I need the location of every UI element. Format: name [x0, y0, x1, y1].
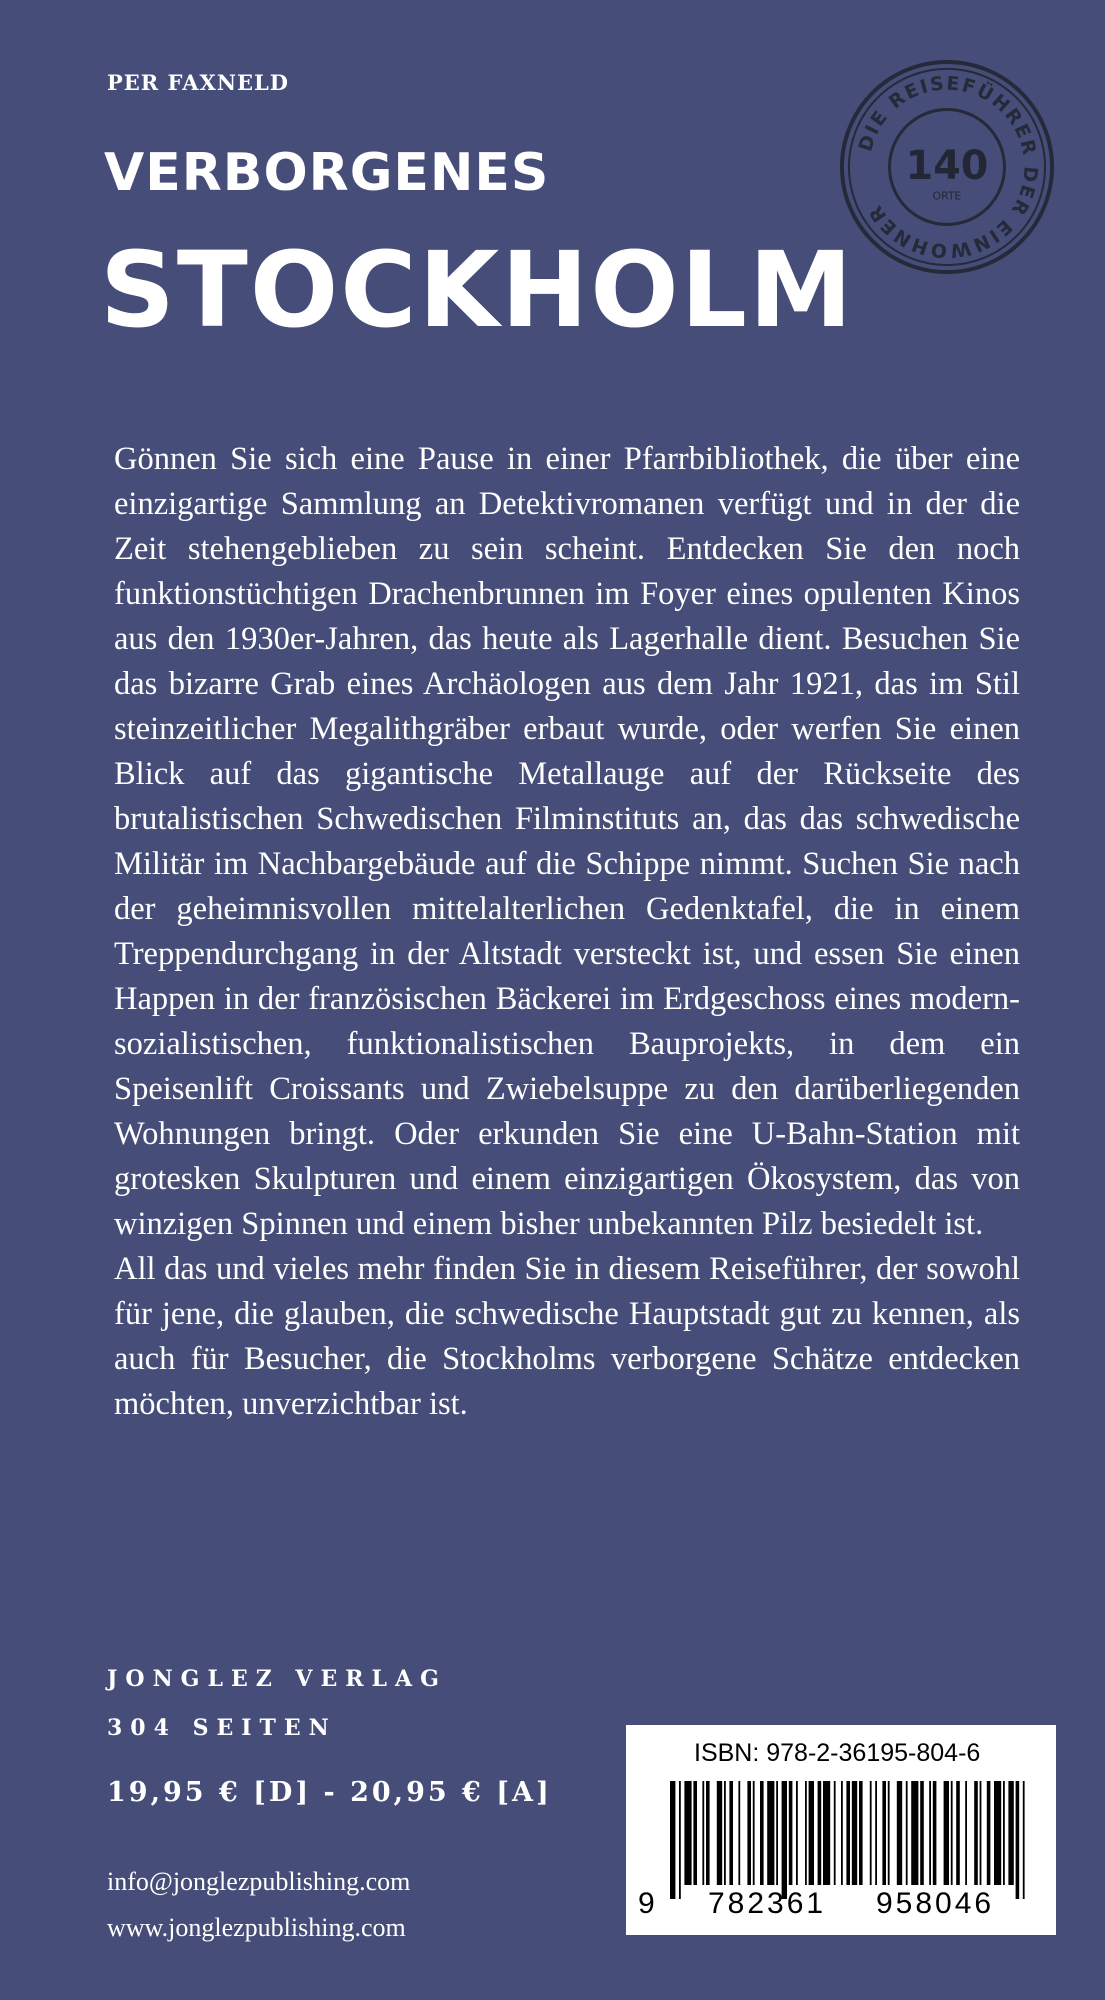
email-address: info@jonglezpublishing.com [107, 1867, 411, 1896]
stamp-number: 140 [905, 142, 989, 189]
barcode-bar [753, 1781, 755, 1885]
barcode-bar [980, 1781, 982, 1885]
stamp-ring-text: DIE REISEFÜHRER DER EINWOHNER [855, 73, 1041, 261]
barcode-bar [841, 1781, 843, 1885]
barcode-bar [717, 1781, 722, 1885]
barcode-bar [882, 1781, 886, 1885]
barcode-bar [706, 1781, 710, 1885]
barcode-bar [951, 1781, 953, 1885]
barcode-bar [1008, 1781, 1013, 1885]
barcode-bar [846, 1781, 850, 1885]
barcode-bar [859, 1781, 863, 1885]
barcode-bar [738, 1781, 740, 1885]
barcode-bar [1023, 1781, 1025, 1899]
description-paragraph: Gönnen Sie sich eine Pause in einer Pfarrbibliothek, die über eine einzigartige Sammlung an Detektivromanen verfügt und in der die Zeit stehengeblieben zu sein scheint. Entdecken Sie den noch funktionstüchtigen Drachenbrunnen im Foyer eines opulenten Kinos aus den 1930er-Jahren, das heute als Lagerhalle dient. Besuchen Sie das bizarre Grab eines Archäologen aus dem Jahr 1921, das im Stil steinzeitlicher Megalithgräber erbaut wurde, oder werfen Sie einen Blick auf das gigantische Metallauge auf der Rückseite des brutalistischen Schwedischen Filminstituts an, das das schwedische Militär im Nachbargebäude auf die Schippe nimmt. Suchen Sie nach der geheimnisvollen mittelalterlichen Gedenktafel, die in einem Treppendurchgang in der Altstadt versteckt ist, und essen Sie einen Happen in der französischen Bäckerei im Erdgeschoss eines modern-sozialistischen, funktionalistischen Bauprojekts, in dem ein Speisenlift Croissants und Zwiebelsuppe zu den darüberliegenden Wohnungen bringt. Oder erkunden Sie eine U-Bahn-Station mit grotesken Skulpturen und einem einzigartigen Ökosystem, das von winzigen Spinnen und einem bisher unbekannten Pilz besiedelt ist. [114, 441, 1020, 1242]
stamp-seal-icon [838, 58, 1056, 276]
barcode-bar [789, 1781, 793, 1885]
barcode-digits-left: 782361 [708, 1887, 827, 1920]
description-paragraph: All das und vieles mehr finden Sie in diesem Reiseführer, der sowohl für jene, die glauben, die schwedische Hauptstadt gut zu kennen, als auch für Besucher, die Stockholms verborgene Schätze entdecken möchten, unverzichtbar ist. [114, 1251, 1020, 1422]
barcode-bar [805, 1781, 807, 1885]
publisher-name: JONGLEZ VERLAG [107, 1666, 447, 1692]
barcode-bar [776, 1781, 778, 1885]
barcode-bar [929, 1781, 931, 1885]
barcode-bar [796, 1781, 798, 1885]
barcode-bar [920, 1781, 924, 1885]
barcode-bar [897, 1781, 902, 1885]
barcode-bar [944, 1781, 949, 1885]
barcode-bar [684, 1781, 691, 1885]
book-description [114, 437, 1020, 1427]
author-name: PER FAXNELD [107, 70, 290, 95]
barcode-bar [809, 1781, 814, 1885]
barcode-panel [626, 1725, 1056, 1935]
barcode-bar [888, 1781, 890, 1885]
barcode-bar [724, 1781, 726, 1885]
barcode-digit-first: 9 [638, 1887, 655, 1920]
barcode-bar [818, 1781, 822, 1885]
price: 19,95 € [D] - 20,95 € [A] [107, 1777, 552, 1808]
barcode-bar [994, 1781, 1001, 1885]
barcode-bar [693, 1781, 697, 1885]
barcode-bar [852, 1781, 857, 1885]
barcode-bar [911, 1781, 918, 1885]
barcode-bar [747, 1781, 751, 1885]
stamp-unit: ORTE [932, 189, 962, 203]
page-count: 304 SEITEN [107, 1715, 337, 1741]
barcode-bar [870, 1781, 872, 1885]
barcode-bar [702, 1781, 704, 1885]
barcode-bar [906, 1781, 908, 1885]
barcode-bar [956, 1781, 960, 1885]
barcode-bar [875, 1781, 877, 1885]
isbn-label: ISBN: 978-2-36195-804-6 [694, 1739, 981, 1767]
barcode-bar [834, 1781, 836, 1885]
barcode-bar [1016, 1781, 1020, 1899]
barcode-bar [760, 1781, 764, 1885]
barcode-bar [767, 1781, 774, 1885]
barcode-bar [974, 1781, 978, 1885]
title-line-2: STOCKHOLM [100, 229, 855, 351]
barcode-bar [670, 1781, 675, 1899]
barcode-bar [1003, 1781, 1005, 1885]
barcode-bar [679, 1781, 681, 1899]
barcode-bar [933, 1781, 937, 1885]
barcode-bar [729, 1781, 733, 1885]
title-line-1: VERBORGENES [104, 143, 550, 203]
barcode-bar [965, 1781, 967, 1885]
website-url: www.jonglezpublishing.com [107, 1913, 406, 1942]
barcode-bar [782, 1781, 787, 1899]
barcode-bar [987, 1781, 991, 1885]
barcode-bar [823, 1781, 830, 1885]
barcode-digits-right: 958046 [876, 1887, 995, 1920]
